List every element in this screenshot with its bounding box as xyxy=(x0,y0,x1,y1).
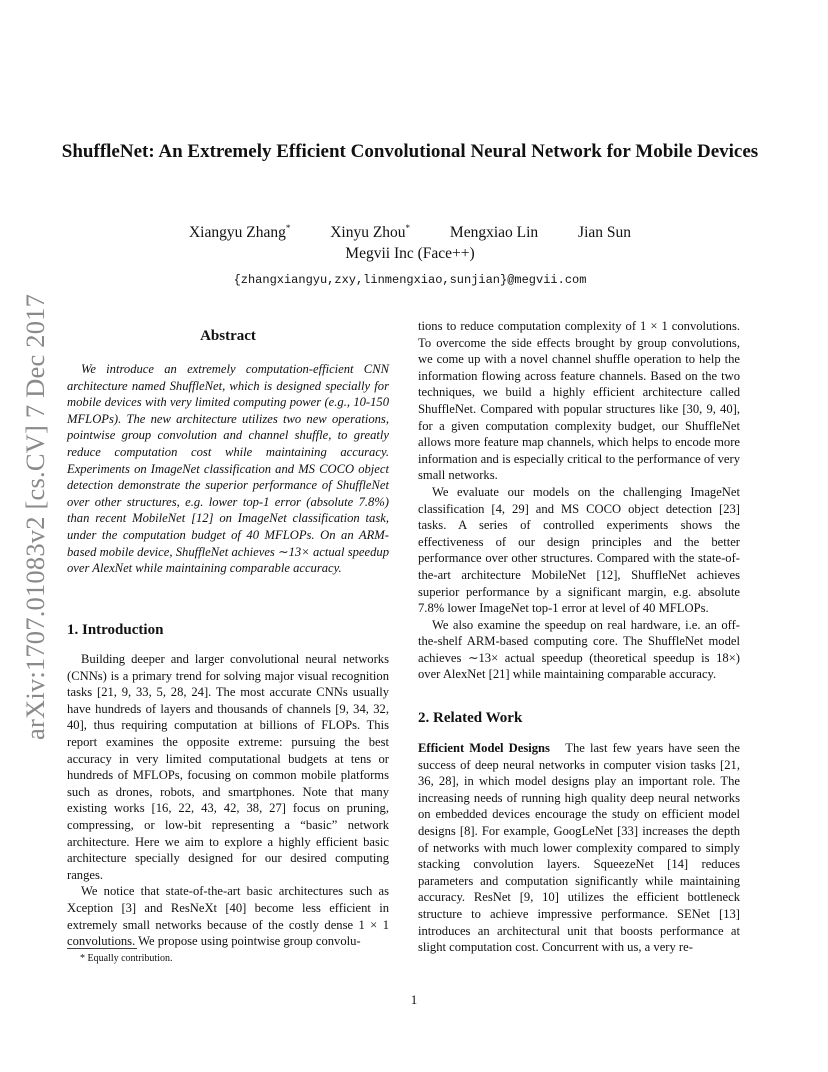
related-work-column xyxy=(418,740,740,956)
intro-paragraph-1: Building deeper and larger convolutional neural networks (CNNs) is a primary trend for solving major visual recognition tasks [21, 9, 33, 5, 28, 24]. The most accurate CNNs usually have hundreds of layers and thousands of channels [9, 34, 32, 40], thus requiring computation at billions of FLOPs. This report examines the opposite extreme: pursuing the best accuracy in very limited computational budgets at tens or hundreds of MFLOPs, focusing on common mobile platforms such as drones, robots, and smartphones. Note that many existing works [16, 22, 43, 42, 38, 27] focus on pruning, compressing, or low-bit representing a “basic” network architecture. Here we aim to explore a highly efficient basic architecture specially designed for our desired computing ranges. xyxy=(67,652,389,882)
author-3: Mengxiao Lin xyxy=(449,224,539,242)
paragraph-heading-efficient-designs: Efficient Model Designs xyxy=(418,741,550,755)
intro-paragraph-5: We also examine the speedup on real hardware, i.e. an off-the-shelf ARM-based computing core. The ShuffleNet model achieves ∼13× actual speedup (theoretical speedup is 18×) over AlexNet [21] while maintaining comparable accuracy. xyxy=(418,617,740,682)
related-paragraph-1: Efficient Model Designs The last few years have seen the success of deep neural networks in computer vision tasks [21, 36, 28], in which model designs play an important role. The increasing needs of running high quality deep neural networks on embedded devices encourage the study on efficient model designs [8]. For example, GoogLeNet [33] increases the depth of networks with much lower complexity compared to simply stacking convolution layers. SqueezeNet [14] reduces parameters and computation significantly while maintaining accuracy. ResNet [9, 10] utilizes the efficient bottleneck structure to achieve impressive performance. SENet [13] introduces an architectural unit that boosts performance at slight computation cost. Concurrent with us, a very re- xyxy=(418,741,740,955)
intro-paragraph-3: tions to reduce computation complexity of 1 × 1 convolutions. To overcome the side effects brought by group convolutions, we come up with a novel channel shuffle operation to help the information flowing across feature channels. Based on the two techniques, we build a highly efficient architecture called ShuffleNet. Compared with popular structures like [30, 9, 40], for a given computation complexity budget, our ShuffleNet allows more feature map channels, which helps to encode more information and is especially critical to the performance of very small networks. xyxy=(418,319,740,483)
author-4: Jian Sun xyxy=(578,224,632,242)
abstract-text: We introduce an extremely computation-efficient CNN architecture named ShuffleNet, which is designed specially for mobile devices with very limited computing power (e.g., 10-150 MFLOPs). The new architecture utilizes two new operations, pointwise group convolution and channel shuffle, to greatly reduce computation cost while maintaining accuracy. Experiments on ImageNet classification and MS COCO object detection demonstrate the superior performance of ShuffleNet over other structures, e.g. lower top-1 error (absolute 7.8%) than recent MobileNet [12] on ImageNet classification task, under the computation budget of 40 MFLOPs. On an ARM-based mobile device, ShuffleNet achieves ∼13× actual speedup over AlexNet while maintaining comparable accuracy. xyxy=(67,362,389,576)
right-column-intro xyxy=(418,318,740,683)
paper-title: ShuffleNet: An Extremely Efficient Convolutional Neural Network for Mobile Devices xyxy=(61,141,759,162)
intro-paragraph-2: We notice that state-of-the-art basic architectures such as Xception [3] and ResNeXt [40] become less efficient in extremely small networks because of the costly dense 1 × 1 convolutions. We propose using pointwise group convolu- xyxy=(67,884,389,949)
section-heading-related-work: 2. Related Work xyxy=(418,710,523,726)
abstract-heading: Abstract xyxy=(200,328,256,344)
affiliation: Megvii Inc (Face++) xyxy=(345,245,475,263)
author-1: Xiangyu Zhang* xyxy=(188,223,291,242)
intro-column xyxy=(67,651,389,950)
author-block xyxy=(60,218,760,290)
page-number: 1 xyxy=(410,992,418,1007)
author-emails: {zhangxiangyu,zxy,linmengxiao,sunjian}@megvii.com xyxy=(233,273,587,288)
intro-paragraph-4: We evaluate our models on the challenging ImageNet classification [4, 29] and MS COCO object detection [23] tasks. A series of controlled experiments shows the effectiveness of our design principles and the better performance over other structures. Compared with the state-of-the-art architecture MobileNet [12], ShuffleNet achieves superior performance by a significant margin, e.g. absolute 7.8% lower ImageNet top-1 error at level of 40 MFLOPs. xyxy=(418,484,740,616)
arxiv-stamp: arXiv:1707.01083v2 [cs.CV] 7 Dec 2017 xyxy=(20,293,50,740)
author-2: Xinyu Zhou* xyxy=(330,223,411,242)
footnote: * Equally contribution. xyxy=(80,953,173,964)
footnote-rule xyxy=(67,948,137,949)
section-heading-introduction: 1. Introduction xyxy=(67,622,164,638)
